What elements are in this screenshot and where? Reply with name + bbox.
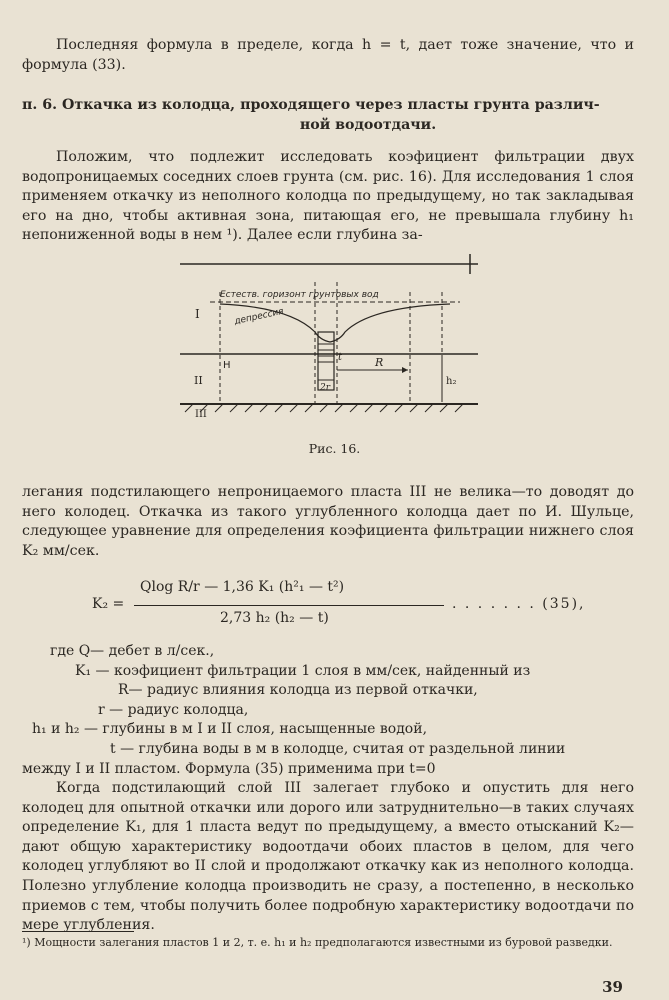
- paragraph-2: легания подстилающего непроницаемого пласта III не велика—то доводят до него колодец. Откачка из такого углубленного колодца дает по И. Шульце, следующее уравнение для определения коэфициента фильтрации нижнего слоя K₂ мм/сек.: [22, 484, 634, 559]
- depression-curve: [220, 304, 450, 342]
- figure-16-well-diagram: [180, 252, 478, 427]
- formula-35: [92, 574, 612, 634]
- footnote: ¹) Мощности залегания пластов 1 и 2, т. е. h₁ и h₂ предполагаются известными из буровой разведки.: [22, 936, 613, 949]
- definition-h1-h2: h₁ и h₂ — глубины в м I и II слоя, насыщенные водой,: [32, 721, 428, 738]
- R-label: R: [375, 356, 384, 369]
- section-heading: [22, 96, 634, 135]
- figure-caption: Рис. 16.: [308, 441, 361, 456]
- layer-II-label: II: [194, 374, 203, 387]
- definition-K1: K₁ — коэфициент фильтрации 1 слоя в мм/сек, найденный из: [75, 662, 531, 679]
- formula-denominator: 2,73 h₂ (h₂ — t): [220, 610, 329, 626]
- definition-t: t — глубина воды в м в колодце, считая от раздельной линии: [110, 740, 566, 757]
- definition-continuation: между I и II пластом. Формула (35) применима при t=0: [22, 760, 436, 777]
- formula-number: . . . . . . . (35),: [452, 596, 586, 612]
- definition-R: R— радиус влияния колодца из первой откачки,: [118, 682, 478, 699]
- definition-r: r — радиус колодца,: [98, 701, 249, 718]
- page-number: 39: [602, 978, 623, 996]
- layer-I-label: I: [195, 307, 200, 321]
- footnote-rule: [22, 931, 134, 932]
- formula-numerator: Qlog R/r — 1,36 K₁ (h²₁ — t²): [140, 579, 345, 595]
- section-heading-line1: п. 6. Откачка из колодца, проходящего через пласты грунта различ-: [22, 97, 600, 113]
- t-label: t: [338, 352, 343, 363]
- formula-definitions: [22, 642, 634, 779]
- formula-fraction-line: [134, 605, 444, 606]
- horizon-label: Естеств. горизонт грунтовых вод: [220, 290, 379, 300]
- section-heading-line2: ной водоотдачи.: [299, 116, 437, 133]
- paragraph-3: Когда подстилающий слой III залегает глубоко и опустить для него колодец для опытной откачки или дорого или затруднительно—в таких случаях определение K₁, для 1 пласта ведут по предыдущему, а вместо отысканий K₂—дают общую характеристику водоотдачи обоих пластов в целом, для чего колодец углубляют во II слой и продолжают откачку как из неполного колодца. Полезно углубление колодца производить не сразу, а постепенно, в несколько приемов с тем, чтобы получить более подробную характеристику водоотдачи по мере углубления.: [22, 780, 634, 934]
- formula-lhs: K₂ =: [92, 596, 125, 612]
- definition-Q: где Q— дебет в л/сек.,: [50, 643, 215, 659]
- H-label: H: [223, 360, 231, 371]
- intro-paragraph: Последняя формула в пределе, когда h = t, дает тоже значение, что и формула (33).: [22, 37, 634, 73]
- depression-label: депрессия: [233, 306, 285, 327]
- layer-III-label: III: [195, 409, 207, 420]
- 2r-label: 2r: [320, 383, 331, 393]
- paragraph-1: Положим, что подлежит исследовать коэфициент фильтрации двух водопроницаемых соседних слоев грунта (см. рис. 16). Для исследования 1 слоя применяем откачку из неполного колодца по предыдущему, но так закладывая его на дно, чтобы активная зона, питающая его, не превышала глубину h₁ непониженной воды в нем ¹). Далее если глубина за-: [22, 149, 634, 244]
- h2-label: h₂: [446, 376, 457, 387]
